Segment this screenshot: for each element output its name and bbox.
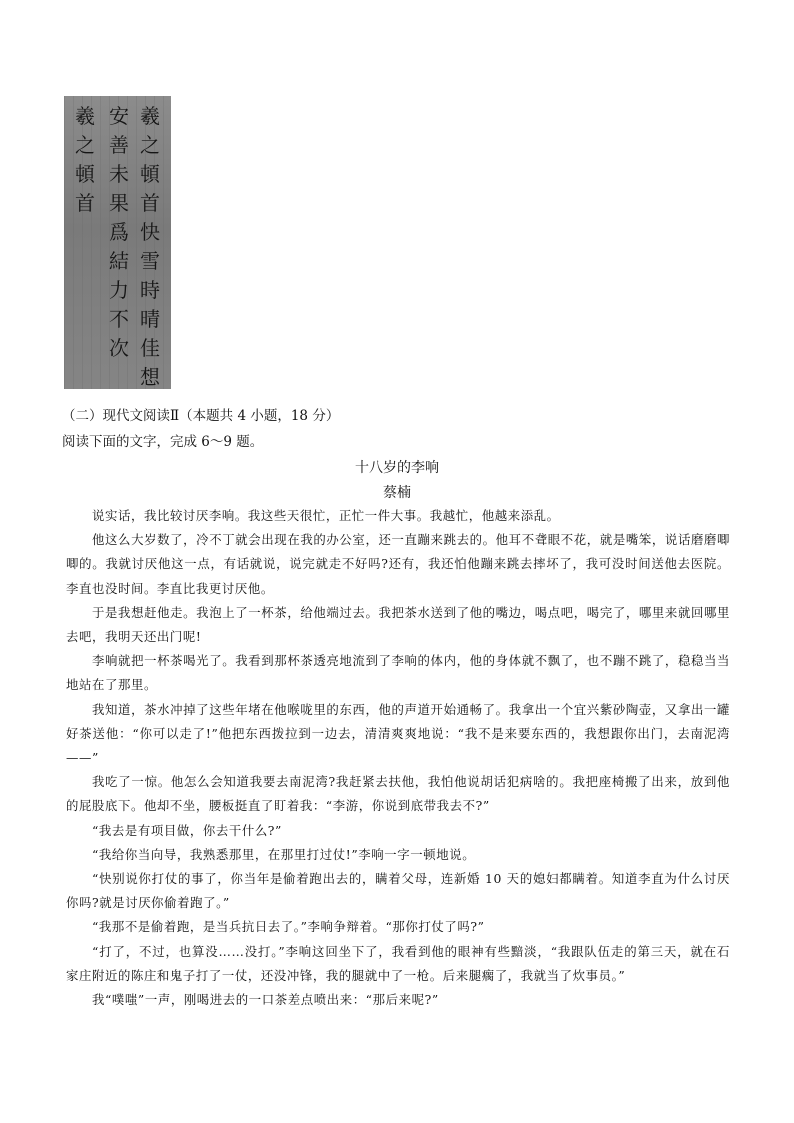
paragraph: 我吃了一惊。他怎么会知道我要去南泥湾?我赶紧去扶他，我怕他说胡话犯病啥的。我把座椅搬了出来，放到他的屁股底下。他却不坐，腰板挺直了盯着我：“李游，你说到底带我去不?” (66, 774, 730, 814)
paragraph: 说实话，我比较讨厌李响。我这些天很忙，正忙一件大事。我越忙，他越来添乱。 (92, 508, 560, 523)
paragraph: “我给你当向导，我熟悉那里，在那里打过仗!”李响一字一顿地说。 (92, 846, 476, 862)
article-author: 蔡楠 (383, 485, 411, 501)
paragraph: “打了，不过，也算没……没打。”李响这回坐下了，我看到他的眼神有些黯淡，“我跟队伍走的第三天，就在石家庄附近的陈庄和鬼子打了一仗，还没冲锋，我的腿就中了一枪。后来腿瘸了，我就当了炊事员。” (66, 943, 730, 983)
paragraph: 我知道，茶水冲掉了这些年堵在他喉咙里的东西，他的声道开始通畅了。我拿出一个宜兴紫砂陶壶，又拿出一罐好茶送他：“你可以走了!”他把东西拨拉到一边去，清清爽爽地说：“我不是来要东西的，我想跟你出门，去南泥湾——” (66, 701, 730, 766)
calligraphy-column-2: 安善未果爲結力不次 (109, 104, 129, 360)
paragraph: “我去是有项目做，你去干什么?” (92, 822, 282, 838)
reading-instruction: 阅读下面的文字，完成 6～9 题。 (62, 434, 264, 450)
article-title: 十八岁的李响 (355, 460, 439, 476)
article-body (66, 504, 730, 1012)
paragraph: 于是我想赶他走。我泡上了一杯茶，给他端过去。我把茶水送到了他的嘴边，喝点吧，喝完了，哪里来就回哪里去吧，我明天还出门呢! (66, 604, 730, 645)
paragraph: “我那不是偷着跑，是当兵抗日去了。”李响争辩着。“那你打仗了吗?” (92, 919, 485, 935)
calligraphy-column-1: 羲之頓首快雪時晴佳想 (140, 104, 160, 389)
paragraph: “快别说你打仗的事了，你当年是偷着跑出去的，瞒着父母，连新婚 10 天的媳妇都瞒着。知道李直为什么讨厌你吗?就是讨厌你偷着跑了。” (66, 871, 730, 911)
paragraph: 李响就把一杯茶喝光了。我看到那杯茶透亮地流到了李响的体内，他的身体就不飘了，也不蹦不跳了，稳稳当当地站在了那里。 (66, 653, 730, 693)
paragraph: 我“噗嗤”一声，刚喝进去的一口茶差点喷出来：“那后来呢?” (92, 992, 439, 1008)
paragraph: 他这么大岁数了，冷不丁就会出现在我的办公室，还一直蹦来跳去的。他耳不聋眼不花，就是嘴笨，说话磨磨唧唧的。我就讨厌他这一点，有话就说，说完就走不好吗?还有，我还怕他蹦来跳去摔坏了，我可没时间送他去医院。李直也没时间。李直比我更讨厌他。 (66, 532, 730, 596)
calligraphy-column-3: 羲之頓首 (75, 104, 95, 215)
calligraphy-image (64, 96, 171, 389)
section-header: （二）现代文阅读Ⅱ（本题共 4 小题，18 分） (62, 408, 340, 424)
